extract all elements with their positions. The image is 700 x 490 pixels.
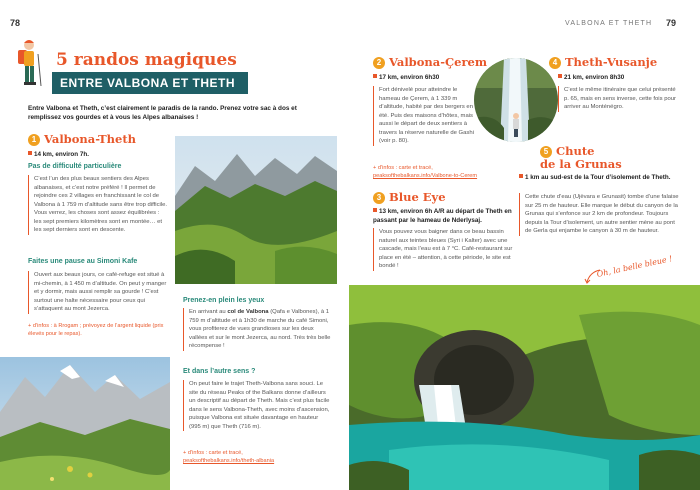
section-5-body: Cette chute d’eau (Ujëvara e Grunasit) tombe d’une falaise sur 25 m de hauteur. Elle marque le début du canyon de la Grunas qui s’enfonce sur 2 km de profondeur. Toujours depuis la Tour d’isolement, un autre sentier mène au pont de Gerla qui enjambe le canyon à 30 m de hauteur. (519, 193, 679, 236)
waterfall-hiker-photo (474, 58, 558, 142)
section-4-title: Theth-Vusanje (565, 55, 658, 69)
section-2-title: Valbona-Çerem (389, 55, 487, 69)
section-5-title-line2: de la Grunas (540, 157, 622, 171)
section-4-heading (549, 56, 657, 69)
section-1-body: C’est l’un des plus beaux sentiers des Alpes albanaises, et c’est notre préféré ! Il permet de rejoindre ces 2 villages en franchissant le col de Valbona à 1 759 m d’altitude sans être trop difficile. Vous verrez, les choses sont assez équilibrées : les sept premiers kilomètres sont en montée… et les sept derniers sont en descente. (28, 175, 168, 235)
section-5-title-line1: Chute (556, 144, 595, 158)
section-1-title: Valbona-Theth (44, 132, 136, 146)
section-3-body: Vous pouvez vous baigner dans ce beau bassin naturel aux teintes bleues (Syri i Kalter) avec une cascade, mais l’eau est à 7 °C. Café-restaurant sur place en été – attention, à cette période, le site est bondé ! (373, 228, 513, 271)
section-5-meta: 1 km au sud-est de la Tour d’isolement de Theth. (519, 174, 679, 183)
section-2-heading (373, 56, 487, 69)
box-subheading: Prenez-en plein les yeux (183, 297, 265, 304)
running-head: VALBONA ET THETH (565, 20, 653, 27)
section-number-badge: 2 (373, 57, 385, 69)
section-3-title: Blue Eye (389, 190, 446, 204)
blue-eye-waterfall-photo (349, 285, 700, 490)
section-1-heading (28, 133, 136, 146)
section-4-body: C’est le même itinéraire que celui présenté p. 65, mais en sens inverse, cette fois pour arriver au Monténégro. (558, 86, 676, 112)
section-3-heading (373, 191, 446, 204)
valley-photo (175, 136, 337, 284)
page-number-right: 79 (666, 18, 677, 28)
section-2-body: Fort dénivelé pour atteindre le hameau de Çerem, à 1 339 m d’altitude, habité par des bergers en été. Puis des maisons d’hôtes, mais aussi le départ de deux sentiers à travers la réserve naturelle de Gashi (voir p. 80). (373, 86, 477, 146)
section-2-info: + d’infos : carte et tracé, peaksofthebalkans.info/Valbone-to-Cerem (373, 165, 478, 179)
section-1-body-2: Ouvert aux beaux jours, ce café-refuge est situé à mi-chemin, à 1 450 m d’altitude. On peut y manger et y dormir, mais aussi remplir sa gourde ! C’est surtout une halte nécessaire pour ceux qui s’attaquent au mont Jezerca. (28, 271, 168, 314)
section-2-meta: 17 km, environ 6h30 (373, 74, 439, 83)
section-1-meta: 14 km, environ 7h. (28, 151, 89, 160)
section-number-badge: 4 (549, 57, 561, 69)
box-subheading-2: Et dans l’autre sens ? (183, 368, 256, 375)
section-1-info: + d’infos : à Rrogam ; prévoyez de l’argent liquide (prix élevés pour le repas). (28, 323, 164, 337)
hiker-illustration (14, 38, 44, 90)
page-number-left: 78 (10, 18, 21, 28)
intro-text: Entre Valbona et Theth, c’est clairement le paradis de la rando. Prenez votre sac à dos et remplissez vos gourdes et à vous les Alpes albanaises ! (28, 105, 297, 122)
title-banner: ENTRE VALBONA ET THETH (52, 72, 248, 94)
mountain-meadow-photo (0, 357, 170, 490)
handwritten-note: Oh, la belle bleue ! (595, 254, 674, 279)
section-number-badge: 3 (373, 192, 385, 204)
title-line1: 5 randos magiques (56, 50, 237, 70)
box-body: En arrivant au col de Valbona (Qafa e Valbones), à 1 759 m d’altitude et à 1h30 de marche du café Simoni, vous profiterez de vues grandioses sur les deux vallées et sur le mont Jezerca, au nord. Très très belle récompense ! (183, 308, 331, 351)
arrow-icon (584, 268, 602, 286)
section-number-badge: 5 (540, 146, 552, 158)
section-number-badge: 1 (28, 134, 40, 146)
box-link[interactable]: peaksofthebalkans.info/theth-albania (183, 457, 275, 464)
section-2-link[interactable]: peaksofthebalkans.info/Valbone-to-Cerem (373, 172, 478, 179)
box-info: + d’infos : carte et tracé, peaksofthebalkans.info/theth-albania (183, 450, 275, 464)
section-4-meta: 21 km, environ 8h30 (558, 74, 624, 83)
section-1-subheading-2: Faites une pause au Simoni Kafe (28, 258, 138, 265)
section-3-meta: 13 km, environ 6h A/R au départ de Theth en passant par le hameau de Nderlysaj. (373, 208, 512, 224)
box-body-2: On peut faire le trajet Theth-Valbona sans souci. Le site du réseau Peaks of the Balkans donne d’ailleurs un descriptif au départ de Theth. Mais c’est plus facile dans le sens Valbona-Theth, avec moins d’ascension, puisque Valbona est située davantage en hauteur (995 m) que Theth (716 m). (183, 380, 331, 431)
section-1-subheading: Pas de difficulté particulière (28, 163, 122, 170)
